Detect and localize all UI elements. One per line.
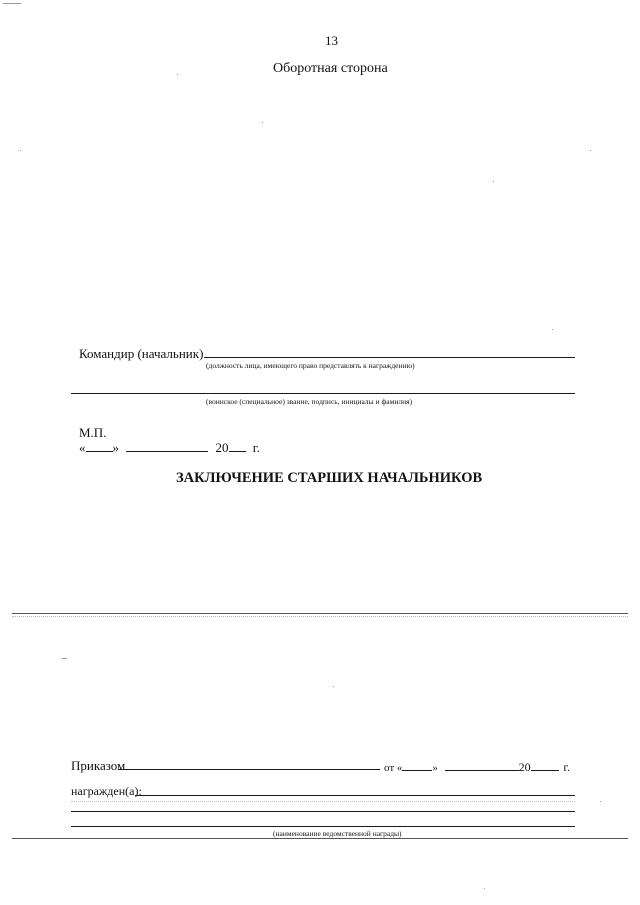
page-number: 13 <box>325 33 338 48</box>
scan-speck <box>20 150 21 151</box>
side-title: Оборотная сторона <box>273 61 388 76</box>
awarded-label: награжден(а): <box>71 784 142 798</box>
awarded-dotted-line <box>71 801 575 802</box>
commander-position-line <box>204 357 575 358</box>
separator-line <box>12 613 628 614</box>
date-year-suffix: г. <box>252 440 260 455</box>
scan-speck <box>484 888 485 889</box>
scan-speck <box>590 150 591 151</box>
order-number-line <box>118 769 380 770</box>
date-day-blank <box>86 440 113 452</box>
scan-speck <box>493 181 494 182</box>
scan-speck <box>600 801 601 802</box>
scan-speck <box>262 122 263 123</box>
conclusion-title: ЗАКЛЮЧЕНИЕ СТАРШИХ НАЧАЛЬНИКОВ <box>176 470 483 486</box>
awarded-line-3 <box>71 826 575 827</box>
order-year-prefix: 20 <box>518 760 531 774</box>
date-open-quote: « <box>79 440 86 455</box>
order-close-quote: » <box>432 762 438 774</box>
order-day-blank <box>402 759 432 771</box>
commander-label: Командир (начальник) <box>79 346 204 361</box>
order-label: Приказом <box>71 758 126 773</box>
scan-speck <box>552 329 553 330</box>
separator-dotted-line <box>12 616 628 617</box>
scan-speck <box>177 74 178 75</box>
date-year-prefix: 20 <box>215 440 229 455</box>
award-hint: (наименование ведомственной награды) <box>273 829 402 838</box>
stamp-mark: М.П. <box>79 425 107 440</box>
date-close-quote: » <box>112 440 119 455</box>
scan-speck <box>62 658 67 659</box>
bottom-edge-line <box>12 838 628 839</box>
commander-rank-line <box>71 393 575 394</box>
commander-position-hint: (должность лица, имеющего право представлять к награждению) <box>206 361 415 370</box>
awarded-line-2 <box>71 811 575 812</box>
scan-speck <box>333 686 334 687</box>
order-month-blank <box>445 759 519 771</box>
date-year-blank <box>229 440 246 452</box>
order-year-blank <box>531 759 559 771</box>
order-from: от « <box>384 762 403 774</box>
date-month-blank <box>126 440 208 452</box>
stamp-date <box>79 440 260 456</box>
awarded-line-1 <box>135 795 575 796</box>
order-year-suffix: г. <box>563 760 570 774</box>
commander-rank-hint: (воинское (специальное) звание, подпись, инициалы и фамилия) <box>206 397 413 406</box>
order-date <box>384 759 570 775</box>
scan-speck <box>3 3 21 4</box>
